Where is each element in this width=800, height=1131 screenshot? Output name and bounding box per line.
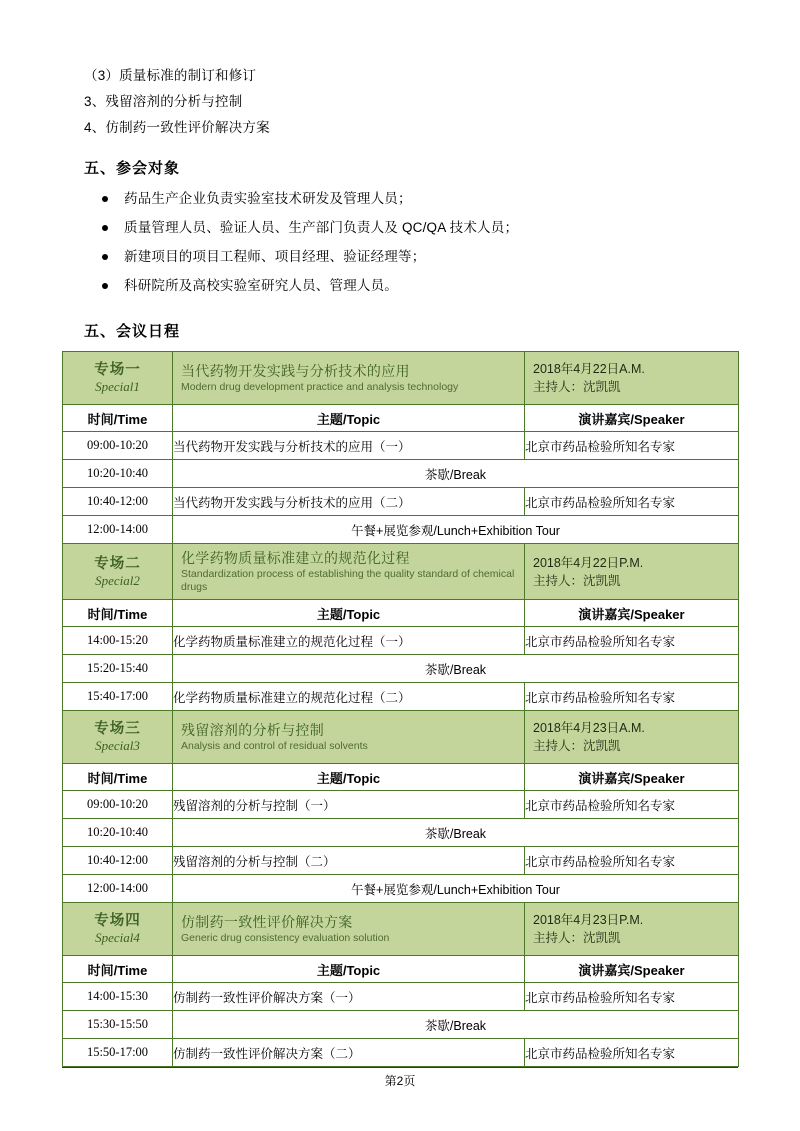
cell-time: 15:50-17:00 (63, 1039, 173, 1067)
cell-topic: 化学药物质量标准建立的规范化过程（一） (173, 627, 525, 655)
agenda-table (62, 351, 739, 1067)
special-title-cn: 化学药物质量标准建立的规范化过程 (181, 550, 410, 566)
special-name-cn: 专场四 (94, 913, 141, 930)
special-header-row (63, 711, 739, 764)
cell-lunch: 午餐+展览参观/Lunch+Exhibition Tour (173, 516, 739, 544)
cell-topic: 当代药物开发实践与分析技术的应用（一） (173, 432, 525, 460)
table-row (63, 847, 739, 875)
table-row (63, 875, 739, 903)
special-name-cell (63, 544, 173, 600)
table-row (63, 819, 739, 847)
special-title-cn: 仿制药一致性评价解决方案 (181, 914, 353, 931)
outline-line: 4、仿制药一致性评价解决方案 (84, 120, 270, 135)
cell-break: 茶歇/Break (173, 655, 739, 683)
special-title-en: Analysis and control of residual solvents (181, 740, 368, 753)
special-name-cell (63, 903, 173, 956)
cell-lunch: 午餐+展览参观/Lunch+Exhibition Tour (173, 875, 739, 903)
table-row (63, 432, 739, 460)
cell-speaker: 北京市药品检验所知名专家 (525, 983, 739, 1011)
table-row (63, 791, 739, 819)
cell-time: 10:20-10:40 (63, 460, 173, 488)
page-number: 第2页 (384, 1074, 416, 1088)
special-name-en: Special2 (95, 572, 140, 588)
cell-time: 15:20-15:40 (63, 655, 173, 683)
cell-time: 15:30-15:50 (63, 1011, 173, 1039)
special-host: 主持人：沈凯凯 (533, 380, 621, 394)
special-host: 主持人：沈凯凯 (533, 573, 621, 588)
special-title-en: Standardization process of establishing the quality standard of chemical drugs (181, 568, 515, 594)
cell-topic: 残留溶剂的分析与控制（二） (173, 847, 525, 875)
cell-break: 茶歇/Break (173, 819, 739, 847)
cell-time: 14:00-15:30 (63, 983, 173, 1011)
table-row (63, 516, 739, 544)
cell-time: 09:00-10:20 (63, 791, 173, 819)
special-name-en: Special4 (95, 930, 140, 946)
special-name-en: Special3 (95, 738, 140, 754)
special-title-cell (173, 711, 525, 764)
special-host: 主持人：沈凯凯 (533, 739, 621, 754)
special-header-row (63, 544, 739, 600)
column-header-row (63, 956, 739, 983)
list-item: 药品生产企业负责实验室技术研发及管理人员； (102, 184, 738, 213)
outline-line: （3）质量标准的制订和修订 (84, 68, 257, 83)
table-row (63, 655, 739, 683)
table-row (63, 1011, 739, 1039)
section-heading-attendees: 五、参会对象 (84, 160, 181, 177)
column-header-time: 时间/Time (63, 405, 173, 432)
special-host: 主持人：沈凯凯 (533, 931, 621, 946)
column-header-topic: 主题/Topic (173, 600, 525, 627)
cell-speaker: 北京市药品检验所知名专家 (525, 791, 739, 819)
cell-time: 12:00-14:00 (63, 875, 173, 903)
table-row (63, 627, 739, 655)
special-date: 2018年4月22日P.M. (533, 555, 644, 570)
cell-speaker: 北京市药品检验所知名专家 (525, 627, 739, 655)
cell-topic: 仿制药一致性评价解决方案（一） (173, 983, 525, 1011)
column-header-topic: 主题/Topic (173, 405, 525, 432)
cell-topic: 残留溶剂的分析与控制（一） (173, 791, 525, 819)
cell-speaker: 北京市药品检验所知名专家 (525, 1039, 739, 1067)
attendee-list (62, 184, 738, 300)
cell-time: 12:00-14:00 (63, 516, 173, 544)
special-header-row (63, 352, 739, 405)
column-header-time: 时间/Time (63, 600, 173, 627)
cell-topic: 化学药物质量标准建立的规范化过程（二） (173, 683, 525, 711)
special-name-en: Special1 (95, 378, 140, 394)
cell-break: 茶歇/Break (173, 1011, 739, 1039)
list-item: 科研院所及高校实验室研究人员、管理人员。 (102, 271, 738, 300)
column-header-time: 时间/Time (63, 956, 173, 983)
special-title-cell (173, 544, 525, 600)
continued-outline-list (62, 63, 738, 141)
special-meta-cell (525, 352, 739, 405)
column-header-speaker: 演讲嘉宾/Speaker (525, 405, 739, 432)
special-name-cn: 专场三 (94, 721, 141, 738)
footer-divider (62, 1067, 738, 1068)
cell-speaker: 北京市药品检验所知名专家 (525, 847, 739, 875)
cell-topic: 当代药物开发实践与分析技术的应用（二） (173, 488, 525, 516)
special-title-cn: 残留溶剂的分析与控制 (181, 722, 324, 739)
column-header-speaker: 演讲嘉宾/Speaker (525, 956, 739, 983)
table-row (63, 460, 739, 488)
table-row (63, 488, 739, 516)
special-meta-cell (525, 903, 739, 956)
cell-speaker: 北京市药品检验所知名专家 (525, 488, 739, 516)
column-header-topic: 主题/Topic (173, 956, 525, 983)
special-date: 2018年4月23日P.M. (533, 913, 644, 928)
page-footer (62, 1067, 738, 1089)
cell-speaker: 北京市药品检验所知名专家 (525, 432, 739, 460)
special-date: 2018年4月23日A.M. (533, 721, 645, 736)
table-row (63, 683, 739, 711)
cell-break: 茶歇/Break (173, 460, 739, 488)
cell-time: 15:40-17:00 (63, 683, 173, 711)
cell-time: 10:40-12:00 (63, 847, 173, 875)
special-name-cn: 专场二 (94, 555, 141, 572)
column-header-topic: 主题/Topic (173, 764, 525, 791)
special-header-row (63, 903, 739, 956)
section-heading-agenda: 五、会议日程 (84, 323, 181, 340)
column-header-row (63, 600, 739, 627)
cell-speaker: 北京市药品检验所知名专家 (525, 683, 739, 711)
special-title-en: Generic drug consistency evaluation solution (181, 932, 390, 945)
special-name-cn: 专场一 (94, 361, 141, 378)
cell-time: 10:20-10:40 (63, 819, 173, 847)
special-title-en: Modern drug development practice and analysis technology (181, 381, 459, 394)
cell-time: 10:40-12:00 (63, 488, 173, 516)
special-name-cell (63, 711, 173, 764)
table-row (63, 983, 739, 1011)
special-title-cell (173, 903, 525, 956)
column-header-speaker: 演讲嘉宾/Speaker (525, 764, 739, 791)
table-row (63, 1039, 739, 1067)
special-meta-cell (525, 711, 739, 764)
cell-time: 09:00-10:20 (63, 432, 173, 460)
special-title-cell (173, 352, 525, 405)
column-header-row (63, 405, 739, 432)
column-header-speaker: 演讲嘉宾/Speaker (525, 600, 739, 627)
special-date: 2018年4月22日A.M. (533, 361, 645, 376)
column-header-row (63, 764, 739, 791)
cell-topic: 仿制药一致性评价解决方案（二） (173, 1039, 525, 1067)
special-title-cn: 当代药物开发实践与分析技术的应用 (181, 362, 410, 379)
cell-time: 14:00-15:20 (63, 627, 173, 655)
special-name-cell (63, 352, 173, 405)
outline-line: 3、残留溶剂的分析与控制 (84, 94, 243, 109)
list-item: 新建项目的项目工程师、项目经理、验证经理等； (102, 242, 738, 271)
special-meta-cell (525, 544, 739, 600)
list-item: 质量管理人员、验证人员、生产部门负责人及 QC/QA 技术人员； (102, 213, 738, 242)
column-header-time: 时间/Time (63, 764, 173, 791)
